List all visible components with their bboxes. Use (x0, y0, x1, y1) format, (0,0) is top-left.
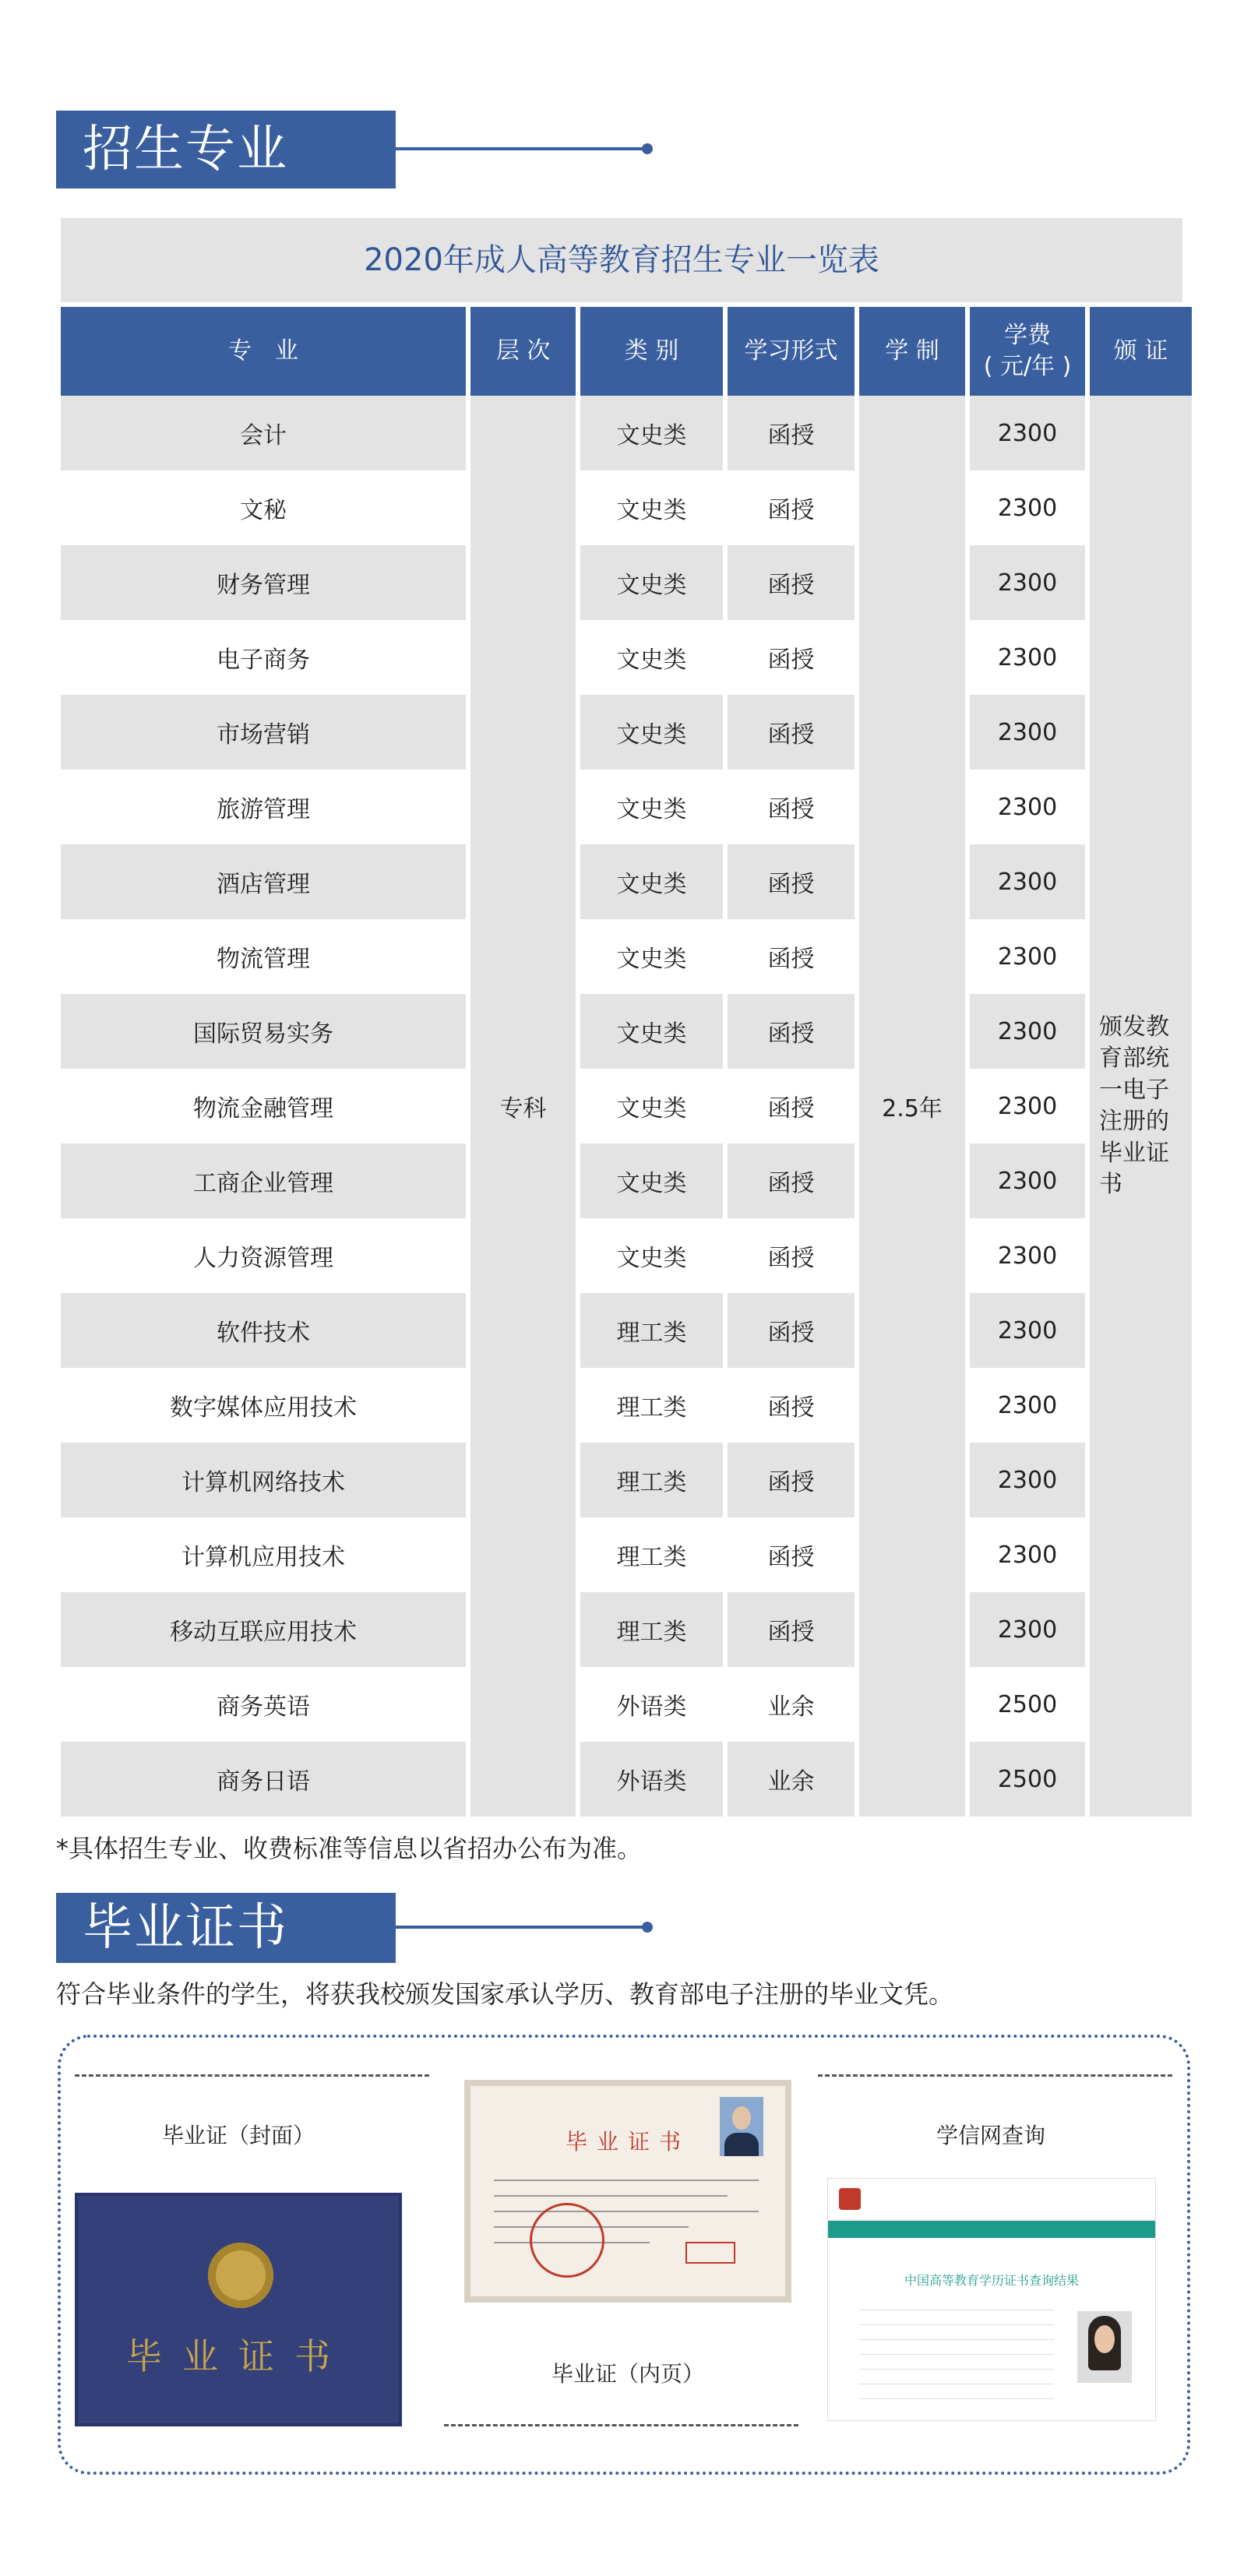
cell-category: 文史类 (580, 1218, 723, 1293)
header-fee (970, 302, 1085, 396)
chsi-logo-icon (839, 2188, 861, 2210)
table-row (61, 1742, 1192, 1817)
table-row (61, 695, 1192, 770)
header-duration: 学 制 (859, 302, 965, 396)
cell-study-form: 函授 (728, 545, 855, 620)
cell-fee: 2500 (970, 1667, 1085, 1742)
cell-study-form: 函授 (728, 994, 855, 1069)
diploma-intro: 符合毕业条件的学生，将获我校颁发国家承认学历、教育部电子注册的毕业文凭。 (56, 1979, 954, 2009)
cell-category: 外语类 (580, 1742, 723, 1817)
table-row (61, 844, 1192, 919)
cell-major: 计算机网络技术 (61, 1443, 466, 1517)
cell-fee: 2500 (970, 1742, 1085, 1817)
footnote: *具体招生专业、收费标准等信息以省招办公布为准。 (56, 1834, 643, 1863)
cell-major: 人力资源管理 (61, 1218, 466, 1293)
chsi-query-screenshot (827, 2178, 1156, 2421)
cell-certificate: 颁发教育部统一电子注册的毕业证书 (1090, 396, 1192, 1817)
section-title-majors: 招生专业 (56, 111, 396, 189)
cell-fee: 2300 (970, 1443, 1085, 1517)
table-row (61, 1443, 1192, 1517)
cell-study-form: 函授 (728, 396, 855, 470)
cell-study-form: 函授 (728, 1144, 855, 1218)
cell-major: 商务英语 (61, 1667, 466, 1742)
cell-fee: 2300 (970, 770, 1085, 844)
cell-fee: 2300 (970, 695, 1085, 770)
chsi-nav-bar (828, 2221, 1155, 2238)
cell-category: 理工类 (580, 1592, 723, 1667)
header-major: 专 业 (61, 302, 466, 396)
student-photo (720, 2097, 763, 2156)
header-study-form: 学习形式 (728, 302, 855, 396)
cover-title: 毕业证书 (126, 2335, 351, 2377)
cell-fee: 2300 (970, 1368, 1085, 1443)
dashed-divider (444, 2424, 798, 2426)
cell-fee: 2300 (970, 1293, 1085, 1368)
cell-category: 文史类 (580, 545, 723, 620)
cell-category: 理工类 (580, 1368, 723, 1443)
cell-major: 财务管理 (61, 545, 466, 620)
cell-category: 文史类 (580, 470, 723, 545)
header-fee-line2: ( 元/年 ) (983, 353, 1072, 380)
cell-study-form: 函授 (728, 844, 855, 919)
cell-category: 文史类 (580, 844, 723, 919)
cell-category: 文史类 (580, 695, 723, 770)
cell-major: 物流金融管理 (61, 1069, 466, 1144)
table-row (61, 545, 1192, 620)
table-row (61, 919, 1192, 994)
cell-major: 市场营销 (61, 695, 466, 770)
cell-major: 移动互联应用技术 (61, 1592, 466, 1667)
section-divider-line (396, 1926, 647, 1929)
cell-major: 酒店管理 (61, 844, 466, 919)
cell-category: 文史类 (580, 994, 723, 1069)
cell-major: 物流管理 (61, 919, 466, 994)
table-row (61, 1517, 1192, 1592)
chsi-result-title: 中国高等教育学历证书查询结果 (904, 2273, 1079, 2288)
national-emblem-icon (208, 2243, 273, 2308)
cell-fee: 2300 (970, 844, 1085, 919)
cell-major: 旅游管理 (61, 770, 466, 844)
signature-stamp-icon (685, 2242, 735, 2264)
cell-category: 文史类 (580, 770, 723, 844)
cell-major: 计算机应用技术 (61, 1517, 466, 1592)
cell-study-form: 函授 (728, 1592, 855, 1667)
cell-major: 数字媒体应用技术 (61, 1368, 466, 1443)
cell-category: 文史类 (580, 396, 723, 470)
cell-category: 文史类 (580, 919, 723, 994)
cell-fee: 2300 (970, 994, 1085, 1069)
cell-fee: 2300 (970, 1144, 1085, 1218)
chsi-caption: 学信网查询 (936, 2123, 1045, 2148)
cell-study-form: 函授 (728, 695, 855, 770)
header-cert: 颁 证 (1090, 302, 1192, 396)
section-divider-line (396, 147, 647, 150)
cell-duration: 2.5年 (859, 396, 965, 1817)
cell-fee: 2300 (970, 1069, 1085, 1144)
cell-study-form: 函授 (728, 919, 855, 994)
cell-major: 电子商务 (61, 620, 466, 695)
table-row (61, 770, 1192, 844)
cover-caption: 毕业证（封面） (161, 2123, 315, 2148)
table-row (61, 1069, 1192, 1144)
cell-major: 国际贸易实务 (61, 994, 466, 1069)
table-row (61, 470, 1192, 545)
section-divider-dot (642, 143, 653, 154)
cell-major: 商务日语 (61, 1742, 466, 1817)
cell-study-form: 业余 (728, 1667, 855, 1742)
chsi-result-rows (859, 2296, 1054, 2399)
cell-category: 文史类 (580, 620, 723, 695)
table-row (61, 1667, 1192, 1742)
cell-category: 理工类 (580, 1443, 723, 1517)
cell-study-form: 函授 (728, 1293, 855, 1368)
chsi-photo (1077, 2311, 1132, 2383)
cell-study-form: 函授 (728, 1069, 855, 1144)
header-fee-line1: 学费 (1004, 321, 1051, 349)
cell-study-form: 函授 (728, 470, 855, 545)
cell-study-form: 函授 (728, 620, 855, 695)
table-row (61, 1293, 1192, 1368)
cell-study-form: 函授 (728, 770, 855, 844)
cell-level: 专科 (470, 396, 576, 1817)
table-row (61, 1218, 1192, 1293)
cell-fee: 2300 (970, 396, 1085, 470)
cell-study-form: 函授 (728, 1517, 855, 1592)
school-seal-icon (530, 2203, 604, 2278)
cell-fee: 2300 (970, 919, 1085, 994)
cell-fee: 2300 (970, 470, 1085, 545)
cell-fee: 2300 (970, 1517, 1085, 1592)
cell-major: 文秘 (61, 470, 466, 545)
diploma-cover-image (75, 2193, 402, 2426)
header-category: 类 别 (580, 302, 723, 396)
table-body (61, 396, 1192, 1817)
cell-study-form: 业余 (728, 1742, 855, 1817)
cell-study-form: 函授 (728, 1443, 855, 1517)
cell-study-form: 函授 (728, 1368, 855, 1443)
majors-table (61, 218, 1182, 1817)
table-row (61, 1592, 1192, 1667)
section-title-diploma: 毕业证书 (56, 1893, 396, 1963)
inner-caption: 毕业证（内页） (551, 2361, 704, 2387)
dashed-divider (75, 2074, 429, 2077)
cell-major: 工商企业管理 (61, 1144, 466, 1218)
inner-title: 毕业证书 (565, 2129, 690, 2155)
cell-fee: 2300 (970, 620, 1085, 695)
cell-major: 软件技术 (61, 1293, 466, 1368)
cell-major: 会计 (61, 396, 466, 470)
diploma-inner-image (464, 2080, 791, 2303)
table-row (61, 1144, 1192, 1218)
table-title: 2020年成人高等教育招生专业一览表 (61, 218, 1182, 302)
table-row (61, 994, 1192, 1069)
cell-category: 理工类 (580, 1517, 723, 1592)
cell-fee: 2300 (970, 1592, 1085, 1667)
cell-category: 理工类 (580, 1293, 723, 1368)
cell-category: 文史类 (580, 1144, 723, 1218)
table-row (61, 396, 1192, 470)
section-divider-dot (642, 1922, 653, 1933)
table-row (61, 1368, 1192, 1443)
cell-fee: 2300 (970, 1218, 1085, 1293)
table-row (61, 620, 1192, 695)
dashed-divider (818, 2074, 1172, 2077)
cell-study-form: 函授 (728, 1218, 855, 1293)
header-level: 层 次 (470, 302, 576, 396)
cell-category: 外语类 (580, 1667, 723, 1742)
cell-category: 文史类 (580, 1069, 723, 1144)
cell-fee: 2300 (970, 545, 1085, 620)
